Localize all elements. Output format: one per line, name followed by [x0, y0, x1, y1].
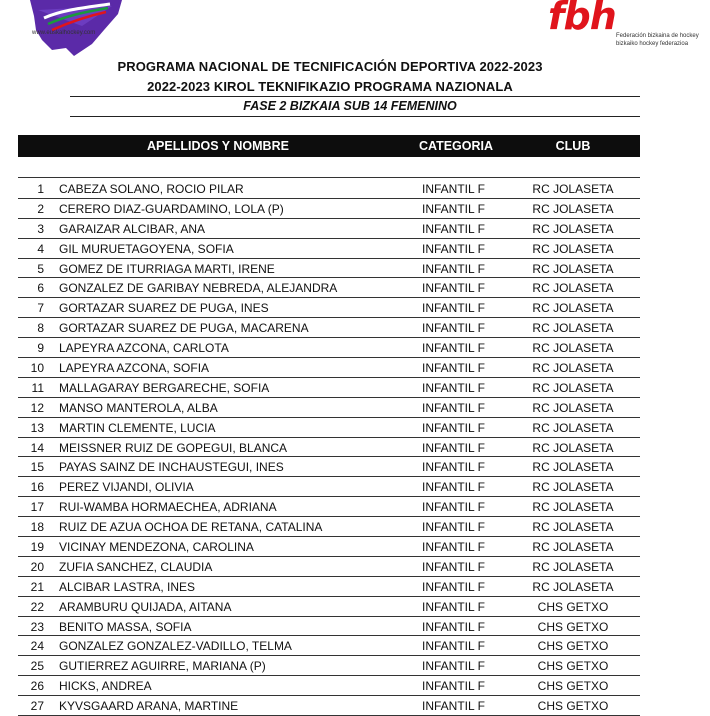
player-category: INFANTIL F — [422, 341, 485, 356]
table-row — [18, 617, 640, 637]
row-number: 21 — [30, 579, 44, 594]
player-name: GARAIZAR ALCIBAR, ANA — [59, 221, 206, 236]
row-number: 15 — [30, 460, 44, 475]
player-name: CERERO DIAZ-GUARDAMINO, LOLA (P) — [59, 201, 284, 216]
player-name: VICINAY MENDEZONA, CAROLINA — [59, 540, 254, 555]
player-name: GONZALEZ DE GARIBAY NEBREDA, ALEJANDRA — [59, 281, 338, 296]
table-row — [18, 239, 640, 259]
row-number: 2 — [37, 201, 44, 216]
row-number: 8 — [37, 321, 44, 336]
player-club: RC JOLASETA — [532, 579, 614, 594]
row-number: 19 — [30, 540, 44, 555]
player-category: INFANTIL F — [422, 619, 485, 634]
document-subtitle: FASE 2 BIZKAIA SUB 14 FEMENINO — [243, 99, 457, 113]
table-row — [18, 298, 640, 318]
player-category: INFANTIL F — [422, 699, 485, 714]
table-row — [18, 259, 640, 279]
player-club: RC JOLASETA — [532, 480, 614, 495]
player-category: INFANTIL F — [422, 281, 485, 296]
table-row — [18, 318, 640, 338]
player-name: CABEZA SOLANO, ROCIO PILAR — [59, 182, 244, 196]
player-category: INFANTIL F — [422, 500, 485, 515]
table-row — [18, 398, 640, 418]
player-club: CHS GETXO — [537, 679, 609, 694]
player-category: INFANTIL F — [422, 261, 485, 276]
row-number: 6 — [37, 281, 44, 296]
player-name: LAPEYRA AZCONA, CARLOTA — [59, 341, 229, 356]
player-name: RUIZ DE AZUA OCHOA DE RETANA, CATALINA — [59, 520, 323, 535]
row-number: 26 — [30, 679, 44, 694]
table-row — [18, 497, 640, 517]
row-number: 17 — [30, 500, 44, 515]
column-header-name: APELLIDOS Y NOMBRE — [147, 139, 289, 153]
column-header-category: CATEGORIA — [418, 139, 494, 153]
fbh-logo-line1: Federación bizkaina de hockey — [616, 33, 699, 39]
player-club: RC JOLASETA — [532, 321, 614, 336]
row-number: 22 — [30, 599, 44, 614]
player-club: CHS GETXO — [537, 599, 609, 614]
player-club: RC JOLASETA — [532, 341, 614, 356]
row-number: 12 — [30, 400, 44, 415]
table-row — [18, 358, 640, 378]
player-category: INFANTIL F — [422, 639, 485, 654]
player-category: INFANTIL F — [422, 361, 485, 376]
row-number: 20 — [30, 559, 44, 574]
player-category: INFANTIL F — [422, 301, 485, 316]
title-divider-bottom — [70, 116, 640, 117]
player-category: INFANTIL F — [422, 679, 485, 694]
row-number: 18 — [30, 520, 44, 535]
player-club: CHS GETXO — [537, 699, 609, 714]
table-row — [18, 338, 640, 358]
row-number: 9 — [37, 341, 44, 356]
player-club: RC JOLASETA — [532, 559, 614, 574]
row-number: 3 — [37, 221, 44, 236]
player-category: INFANTIL F — [422, 380, 485, 395]
row-number: 11 — [31, 380, 44, 395]
table-top-border — [18, 177, 640, 178]
row-number: 1 — [37, 182, 44, 196]
player-club: RC JOLASETA — [532, 201, 614, 216]
player-club: RC JOLASETA — [532, 182, 614, 196]
row-number: 13 — [30, 420, 44, 435]
table-header — [18, 135, 640, 157]
player-category: INFANTIL F — [422, 420, 485, 435]
player-category: INFANTIL F — [422, 321, 485, 336]
table-row — [18, 418, 640, 438]
player-category: INFANTIL F — [422, 559, 485, 574]
player-name: GOMEZ DE ITURRIAGA MARTI, IRENE — [59, 261, 275, 276]
player-name: GUTIERREZ AGUIRRE, MARIANA (P) — [59, 659, 266, 674]
player-name: MANSO MANTEROLA, ALBA — [59, 400, 218, 415]
document-title: PROGRAMA NACIONAL DE TECNIFICACIÓN DEPORTIVA 2022-2023 — [117, 59, 543, 74]
player-category: INFANTIL F — [422, 440, 485, 455]
player-club: RC JOLASETA — [532, 380, 614, 395]
table-row — [18, 199, 640, 219]
table-row — [18, 656, 640, 676]
player-club: RC JOLASETA — [532, 420, 614, 435]
row-number: 23 — [30, 619, 44, 634]
table-row — [18, 219, 640, 239]
table-row — [18, 278, 640, 298]
player-club: RC JOLASETA — [532, 440, 614, 455]
table-row — [18, 378, 640, 398]
player-name: MALLAGARAY BERGARECHE, SOFIA — [59, 380, 270, 395]
row-number: 25 — [30, 659, 44, 674]
player-club: CHS GETXO — [537, 639, 609, 654]
player-name: GIL MURUETAGOYENA, SOFIA — [59, 241, 234, 256]
player-name: MARTIN CLEMENTE, LUCIA — [59, 420, 216, 435]
logo-url-text: www.euskalhockey.com — [32, 30, 96, 36]
player-name: GORTAZAR SUAREZ DE PUGA, MACARENA — [59, 321, 309, 336]
table-row — [18, 597, 640, 617]
fbh-logo-line2: bizkaiko hockey federazioa — [616, 41, 689, 47]
player-category: INFANTIL F — [422, 520, 485, 535]
title-divider-top — [70, 96, 640, 97]
row-number: 10 — [30, 361, 44, 376]
euskal-hockey-logo — [22, 0, 132, 58]
table-row — [18, 438, 640, 458]
player-club: RC JOLASETA — [532, 520, 614, 535]
table-row — [18, 179, 640, 199]
row-number: 5 — [37, 261, 44, 276]
player-category: INFANTIL F — [422, 599, 485, 614]
player-name: BENITO MASSA, SOFIA — [59, 619, 192, 634]
player-name: KYVSGAARD ARANA, MARTINE — [59, 699, 239, 714]
player-name: ZUFIA SANCHEZ, CLAUDIA — [59, 559, 213, 574]
table-row — [18, 537, 640, 557]
table-row — [18, 676, 640, 696]
player-name: MEISSNER RUIZ DE GOPEGUI, BLANCA — [59, 440, 288, 455]
player-table-body — [18, 179, 640, 716]
player-name: RUI-WAMBA HORMAECHEA, ADRIANA — [59, 500, 277, 515]
player-name: GONZALEZ GONZALEZ-VADILLO, TELMA — [59, 639, 292, 654]
player-name: GORTAZAR SUAREZ DE PUGA, INES — [59, 301, 269, 316]
player-club: RC JOLASETA — [532, 221, 614, 236]
player-club: RC JOLASETA — [532, 460, 614, 475]
table-row — [18, 696, 640, 716]
player-club: RC JOLASETA — [532, 361, 614, 376]
player-name: PAYAS SAINZ DE INCHAUSTEGUI, INES — [59, 460, 284, 475]
player-category: INFANTIL F — [422, 400, 485, 415]
table-row — [18, 636, 640, 656]
player-club: RC JOLASETA — [532, 301, 614, 316]
player-club: RC JOLASETA — [532, 500, 614, 515]
table-row — [18, 477, 640, 497]
column-header-club: CLUB — [555, 139, 591, 153]
table-row — [18, 517, 640, 537]
player-club: RC JOLASETA — [532, 400, 614, 415]
player-club: RC JOLASETA — [532, 540, 614, 555]
table-row — [18, 577, 640, 597]
player-club: CHS GETXO — [537, 619, 609, 634]
player-category: INFANTIL F — [422, 221, 485, 236]
player-category: INFANTIL F — [422, 201, 485, 216]
player-club: CHS GETXO — [537, 659, 609, 674]
player-club: RC JOLASETA — [532, 261, 614, 276]
player-category: INFANTIL F — [422, 579, 485, 594]
player-name: HICKS, ANDREA — [59, 679, 152, 694]
row-number: 27 — [30, 699, 44, 714]
row-number: 7 — [37, 301, 44, 316]
player-name: PEREZ VIJANDI, OLIVIA — [59, 480, 194, 495]
player-name: ALCIBAR LASTRA, INES — [59, 579, 196, 594]
player-name: LAPEYRA AZCONA, SOFIA — [59, 361, 210, 376]
player-category: INFANTIL F — [422, 460, 485, 475]
table-row — [18, 457, 640, 477]
table-row — [18, 557, 640, 577]
row-number: 24 — [30, 639, 44, 654]
row-number: 16 — [30, 480, 44, 495]
fbh-logo-letters: fbh — [548, 0, 616, 38]
player-category: INFANTIL F — [422, 241, 485, 256]
player-club: RC JOLASETA — [532, 241, 614, 256]
player-category: INFANTIL F — [422, 540, 485, 555]
player-club: RC JOLASETA — [532, 281, 614, 296]
player-category: INFANTIL F — [422, 182, 485, 196]
player-name: ARAMBURU QUIJADA, AITANA — [59, 599, 232, 614]
document-title-basque: 2022-2023 KIROL TEKNIFIKAZIO PROGRAMA NAZIONALA — [147, 79, 513, 94]
player-category: INFANTIL F — [422, 480, 485, 495]
player-category: INFANTIL F — [422, 659, 485, 674]
row-number: 14 — [30, 440, 44, 455]
row-number: 4 — [37, 241, 44, 256]
